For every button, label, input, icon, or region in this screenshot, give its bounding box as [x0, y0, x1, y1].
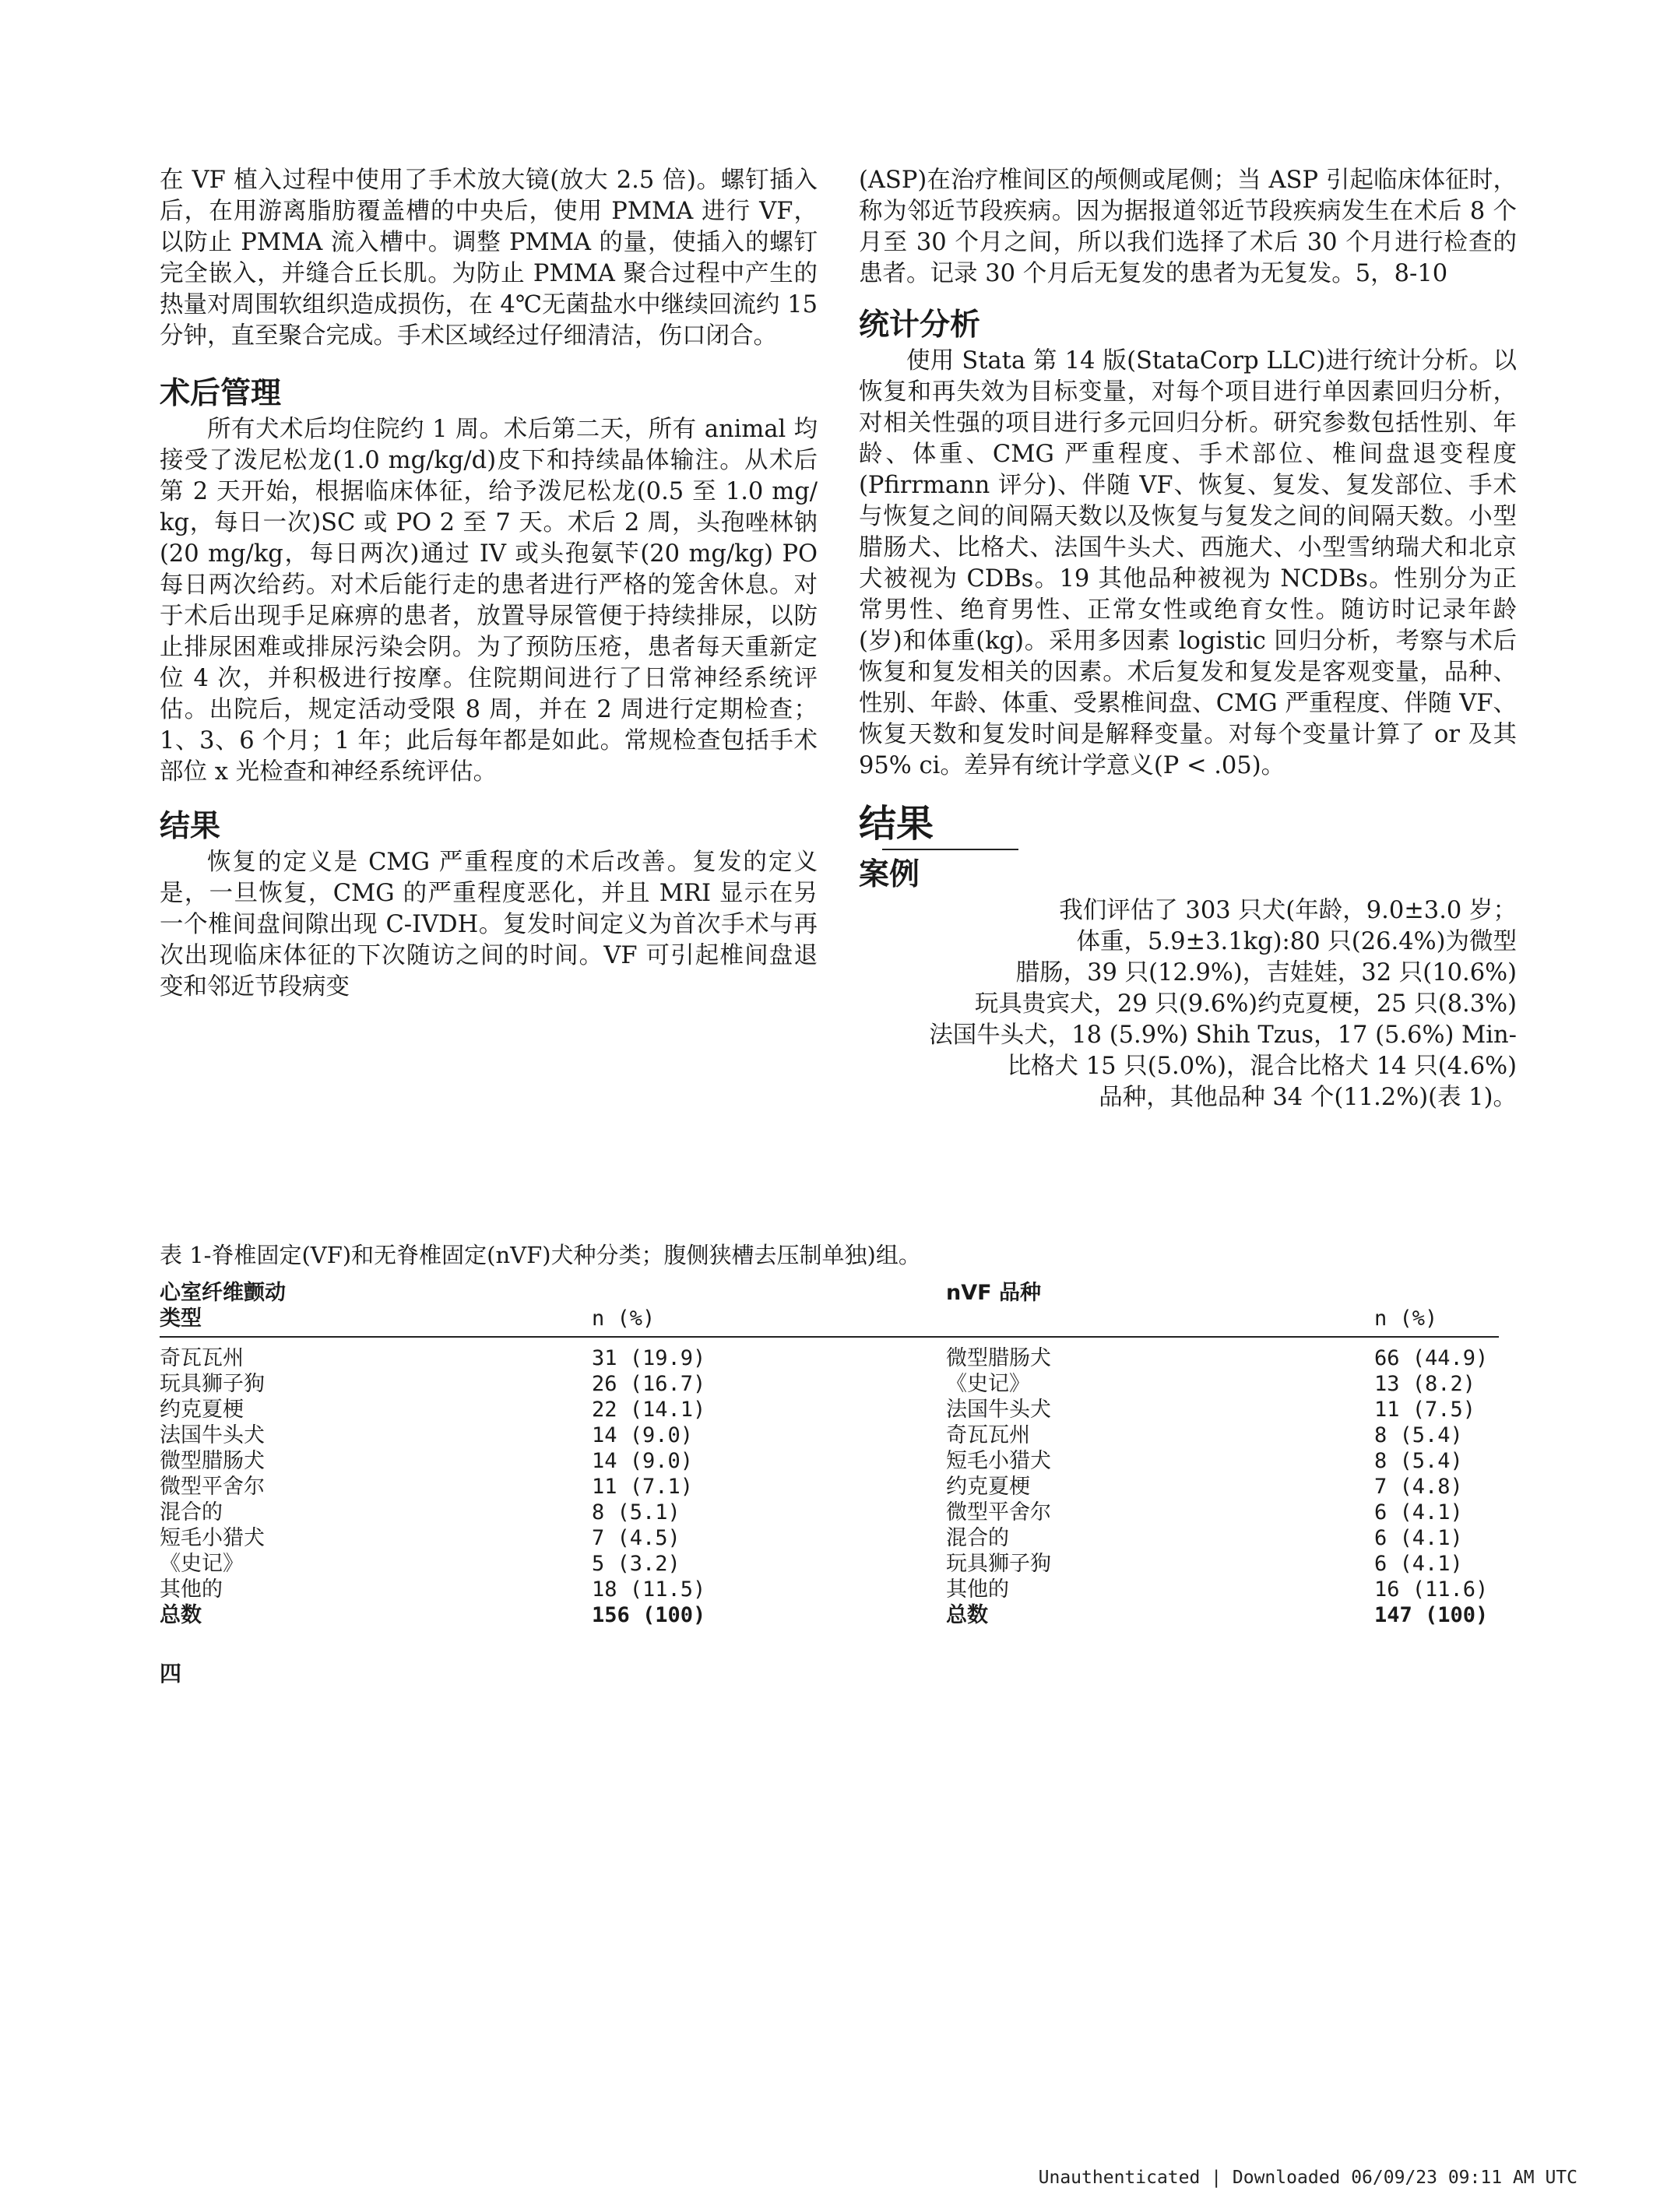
- table-row: [160, 1551, 1499, 1577]
- vf-header-line1: 心室纤维颤动: [160, 1281, 286, 1305]
- table-caption: 表 1-脊椎固定(VF)和无脊椎固定(nVF)犬种分类；腹侧狭槽去压制单独)组。: [160, 1242, 921, 1268]
- table-row: [160, 1371, 1499, 1397]
- nvf-breed-cell: 混合的: [946, 1526, 1009, 1550]
- nvf-breed-cell: 微型腊肠犬: [946, 1346, 1051, 1370]
- vf-n-cell: 14 (9.0): [592, 1449, 694, 1473]
- nvf-breed-cell: 微型平舍尔: [946, 1500, 1051, 1524]
- right-column: [859, 165, 1517, 1113]
- table-row: [160, 1500, 1499, 1525]
- vf-breed-cell: 微型腊肠犬: [160, 1449, 265, 1473]
- cases-line: 我们评估了 303 只犬(年龄，9.0±3.0 岁；: [1059, 897, 1517, 924]
- vf-n-header: n (%): [592, 1280, 946, 1337]
- stats-heading: 统计分析: [859, 308, 981, 343]
- cases-line: 体重，5.9±3.1kg):80 只(26.4%)为微型: [1076, 928, 1517, 955]
- vf-breed-cell: 短毛小猎犬: [160, 1526, 265, 1550]
- nvf-n-cell: 6 (4.1): [1374, 1500, 1463, 1524]
- vf-breed-cell: 其他的: [160, 1577, 223, 1602]
- table-total-row: [160, 1602, 1499, 1628]
- postop-paragraph: 所有犬术后均住院约 1 周。术后第二天，所有 animal 均接受了泼尼松龙(1.0 mg/kg/d)皮下和持续晶体输注。从术后第 2 天开始，根据临床体征，给予泼尼松龙(0.5 至 1.0 mg/ kg，每日一次)SC 或 PO 2 至 7 天。术后 2 周，头孢唑林钠(20 mg/kg，每日两次)通过 IV 或头孢氨苄(20 mg/kg) PO 每日两次给药。对术后能行走的患者进行严格的笼舍休息。对于术后出现手足麻痹的患者，放置导尿管便于持续排尿，以防止排尿困难或排尿污染会阴。为了预防压疮，患者每天重新定位 4 次，并积极进行按摩。住院期间进行了日常神经系统评估。出院后，规定活动受限 8 周，并在 2 周进行定期检查；1、3、6 个月；1 年；此后每年都是如此。常规检查包括手术部位 x 光检查和神经系统评估。: [160, 416, 818, 786]
- nvf-n-cell: 66 (44.9): [1374, 1346, 1489, 1370]
- nvf-n-cell: 11 (7.5): [1374, 1398, 1476, 1422]
- table-row: [160, 1577, 1499, 1602]
- vf-n-cell: 31 (19.9): [592, 1346, 706, 1370]
- results-big-heading: 结果: [859, 802, 934, 846]
- table-row: [160, 1397, 1499, 1423]
- vf-breed-cell: 《史记》: [160, 1552, 244, 1576]
- results-paragraph: 恢复的定义是 CMG 严重程度的术后改善。复发的定义是，一旦恢复，CMG 的严重程度恶化，并且 MRI 显示在另一个椎间盘间隙出现 C-IVDH。复发时间定义为首次手术与再次出现临床体征的下次随访之间的时间。VF 可引起椎间盘退变和邻近节段病变: [160, 849, 818, 1000]
- cases-line: 法国牛头犬，18 (5.9%) Shih Tzus，17 (5.6%) Min-: [929, 1022, 1517, 1049]
- nvf-breed-cell: 《史记》: [946, 1372, 1030, 1396]
- page-marker: 四: [160, 1661, 182, 1686]
- vf-n-cell: 8 (5.1): [592, 1500, 681, 1524]
- vf-breed-cell: 约克夏梗: [160, 1398, 244, 1422]
- vf-breed-cell: 玩具狮子狗: [160, 1372, 265, 1396]
- nvf-breed-cell: 玩具狮子狗: [946, 1552, 1051, 1576]
- download-footer: Unauthenticated | Downloaded 06/09/23 09:11 AM UTC: [1038, 2168, 1577, 2188]
- cases-line: 玩具贵宾犬，29 只(9.6%)约克夏梗，25 只(8.3%): [974, 990, 1517, 1018]
- vf-header-line2: 类型: [160, 1306, 202, 1331]
- nvf-total-n: 147 (100): [1374, 1603, 1489, 1627]
- nvf-breed-cell: 约克夏梗: [946, 1475, 1030, 1499]
- nvf-n-header: n (%): [1374, 1280, 1499, 1337]
- cases-line: 比格犬 15 只(5.0%)，混合比格犬 14 只(4.6%): [1007, 1053, 1517, 1080]
- vf-n-cell: 11 (7.1): [592, 1475, 694, 1499]
- nvf-header-label: nVF 品种: [946, 1281, 1041, 1305]
- vf-n-cell: 26 (16.7): [592, 1372, 706, 1396]
- table-row: [160, 1474, 1499, 1500]
- nvf-n-cell: 7 (4.8): [1374, 1475, 1463, 1499]
- table-row: [160, 1525, 1499, 1551]
- table-row: [160, 1337, 1499, 1371]
- nvf-n-cell: 8 (5.4): [1374, 1449, 1463, 1473]
- nvf-breed-cell: 法国牛头犬: [946, 1398, 1051, 1422]
- vf-n-cell: 7 (4.5): [592, 1526, 681, 1550]
- nvf-n-cell: 13 (8.2): [1374, 1372, 1476, 1396]
- intro-paragraph: 在 VF 植入过程中使用了手术放大镜(放大 2.5 倍)。螺钉插入后，在用游离脂肪覆盖槽的中央后，使用 PMMA 进行 VF，以防止 PMMA 流入槽中。调整 PMMA 的量，使插入的螺钉完全嵌入，并缝合丘长肌。为防止 PMMA 聚合过程中产生的热量对周围软组织造成损伤，在 4℃无菌盐水中继续回流约 15 分钟，直至聚合完成。手术区域经过仔细清洁，伤口闭合。: [160, 167, 818, 350]
- cases-paragraph: [859, 895, 1517, 1113]
- table-header-row: [160, 1280, 1499, 1337]
- results-heading: 结果: [160, 809, 221, 844]
- nvf-total-label: 总数: [946, 1603, 988, 1627]
- vf-total-label: 总数: [160, 1603, 202, 1627]
- vf-breed-header: [160, 1280, 592, 1337]
- table-row: [160, 1448, 1499, 1474]
- asp-paragraph: (ASP)在治疗椎间区的颅侧或尾侧；当 ASP 引起临床体征时，称为邻近节段疾病。因为据报道邻近节段疾病发生在术后 8 个月至 30 个月之间，所以我们选择了术后 30 个月进行检查的患者。记录 30 个月后无复发的患者为无复发。5，8-10: [859, 167, 1517, 287]
- cases-line: 品种，其他品种 34 个(11.2%)(表 1)。: [1099, 1084, 1517, 1111]
- nvf-breed-cell: 其他的: [946, 1577, 1009, 1602]
- nvf-breed-header: [946, 1280, 1374, 1337]
- vf-breed-cell: 奇瓦瓦州: [160, 1346, 244, 1370]
- nvf-breed-cell: 奇瓦瓦州: [946, 1423, 1030, 1447]
- table-row: [160, 1423, 1499, 1448]
- stats-paragraph: 使用 Stata 第 14 版(StataCorp LLC)进行统计分析。以恢复和再失效为目标变量，对每个项目进行单因素回归分析，对相关性强的项目进行多元回归分析。研究参数包括性别、年龄、体重、CMG 严重程度、手术部位、椎间盘退变程度(Pfirrmann 评分)、伴随 VF、恢复、复发、复发部位、手术与恢复之间的间隔天数以及恢复与复发之间的间隔天数。小型腊肠犬、比格犬、法国牛头犬、西施犬、小型雪纳瑞犬和北京犬被视为 CDBs。19 其他品种被视为 NCDBs。性别分为正常男性、绝育男性、正常女性或绝育女性。随访时记录年龄(岁)和体重(kg)。采用多因素 logistic 回归分析，考察与术后恢复和复发相关的因素。术后复发和复发是客观变量，品种、性别、年龄、体重、受累椎间盘、CMG 严重程度、伴随 VF、恢复天数和复发时间是解释变量。对每个变量计算了 or 及其 95% ci。差异有统计学意义(P < .05)。: [859, 347, 1517, 779]
- vf-breed-cell: 混合的: [160, 1500, 223, 1524]
- left-column: [160, 165, 818, 1003]
- nvf-n-cell: 16 (11.6): [1374, 1577, 1489, 1602]
- nvf-breed-cell: 短毛小猎犬: [946, 1449, 1051, 1473]
- cases-heading: 案例: [859, 857, 920, 892]
- nvf-n-cell: 6 (4.1): [1374, 1552, 1463, 1576]
- cases-line: 腊肠，39 只(12.9%)，吉娃娃，32 只(10.6%): [1015, 959, 1517, 986]
- postop-heading: 术后管理: [160, 376, 282, 411]
- vf-total-n: 156 (100): [592, 1603, 706, 1627]
- vf-n-cell: 5 (3.2): [592, 1552, 681, 1576]
- vf-breed-cell: 微型平舍尔: [160, 1475, 265, 1499]
- vf-breed-cell: 法国牛头犬: [160, 1423, 265, 1447]
- nvf-n-cell: 8 (5.4): [1374, 1423, 1463, 1447]
- vf-n-cell: 22 (14.1): [592, 1398, 706, 1422]
- vf-n-cell: 14 (9.0): [592, 1423, 694, 1447]
- vf-n-cell: 18 (11.5): [592, 1577, 706, 1602]
- breed-table: [160, 1280, 1499, 1628]
- nvf-n-cell: 6 (4.1): [1374, 1526, 1463, 1550]
- heading-rule: [882, 849, 1018, 850]
